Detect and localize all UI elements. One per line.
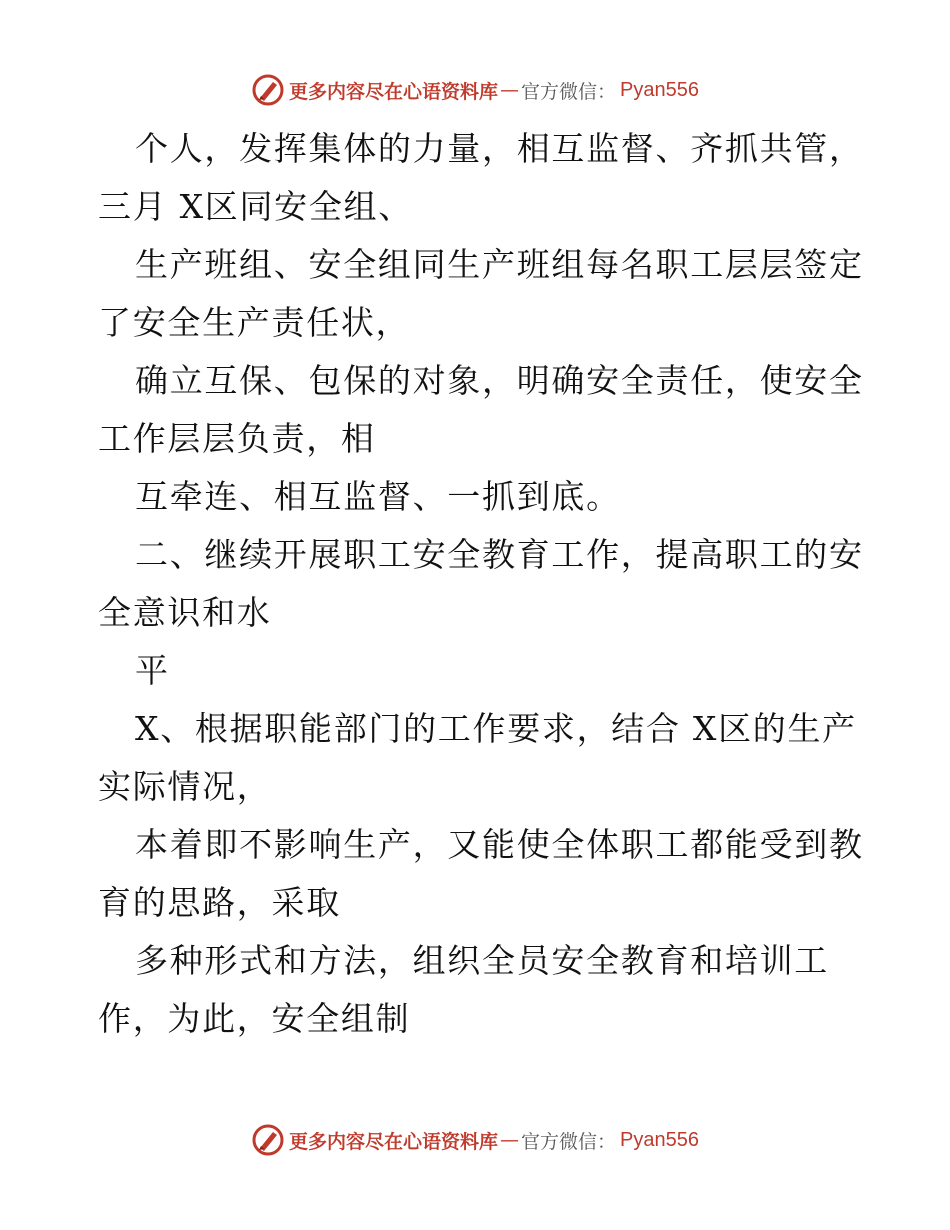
footer-wechat-label: 官方微信： [521, 1130, 617, 1153]
footer-wechat-id: Pyan556 [620, 1128, 699, 1151]
text-line: 个人，发挥集体的力量，相互监督、齐抓共管， [135, 129, 864, 168]
text-line: 平 [135, 651, 170, 690]
text-line: 确立互保、包保的对象，明确安全责任，使安全 [135, 361, 864, 400]
text-line: 三月 X区同安全组、 [98, 187, 413, 226]
footer-banner-text: 更多内容尽在心语资料库 [289, 1130, 499, 1153]
text-line: 全意识和水 [98, 593, 272, 632]
text-line: 实际情况， [98, 767, 272, 806]
text-line: 育的思路，采取 [98, 883, 341, 922]
header-wechat-id: Pyan556 [620, 78, 699, 101]
footer-separator: — [500, 1129, 520, 1151]
text-line: 工作层层负责，相 [98, 419, 376, 458]
text-line: 作，为此，安全组制 [98, 999, 411, 1038]
text-line: X、根据职能部门的工作要求，结合 X区的生产 [135, 709, 857, 748]
pen-logo-icon [251, 73, 285, 107]
document-body [98, 120, 864, 1048]
pen-logo-icon [251, 1123, 285, 1157]
header-wechat-label: 官方微信： [521, 80, 617, 103]
text-line: 了安全生产责任状， [98, 303, 411, 342]
text-line: 互牵连、相互监督、一抓到底。 [135, 477, 621, 516]
footer-banner [0, 1120, 950, 1160]
text-line: 二、继续开展职工安全教育工作，提高职工的安 [135, 535, 864, 574]
text-line: 多种形式和方法，组织全员安全教育和培训工 [135, 941, 829, 980]
header-banner [0, 70, 950, 110]
header-separator: — [500, 79, 520, 101]
header-banner-text: 更多内容尽在心语资料库 [289, 80, 499, 103]
text-line: 本着即不影响生产，又能使全体职工都能受到教 [135, 825, 864, 864]
text-line: 生产班组、安全组同生产班组每名职工层层签定 [135, 245, 864, 284]
